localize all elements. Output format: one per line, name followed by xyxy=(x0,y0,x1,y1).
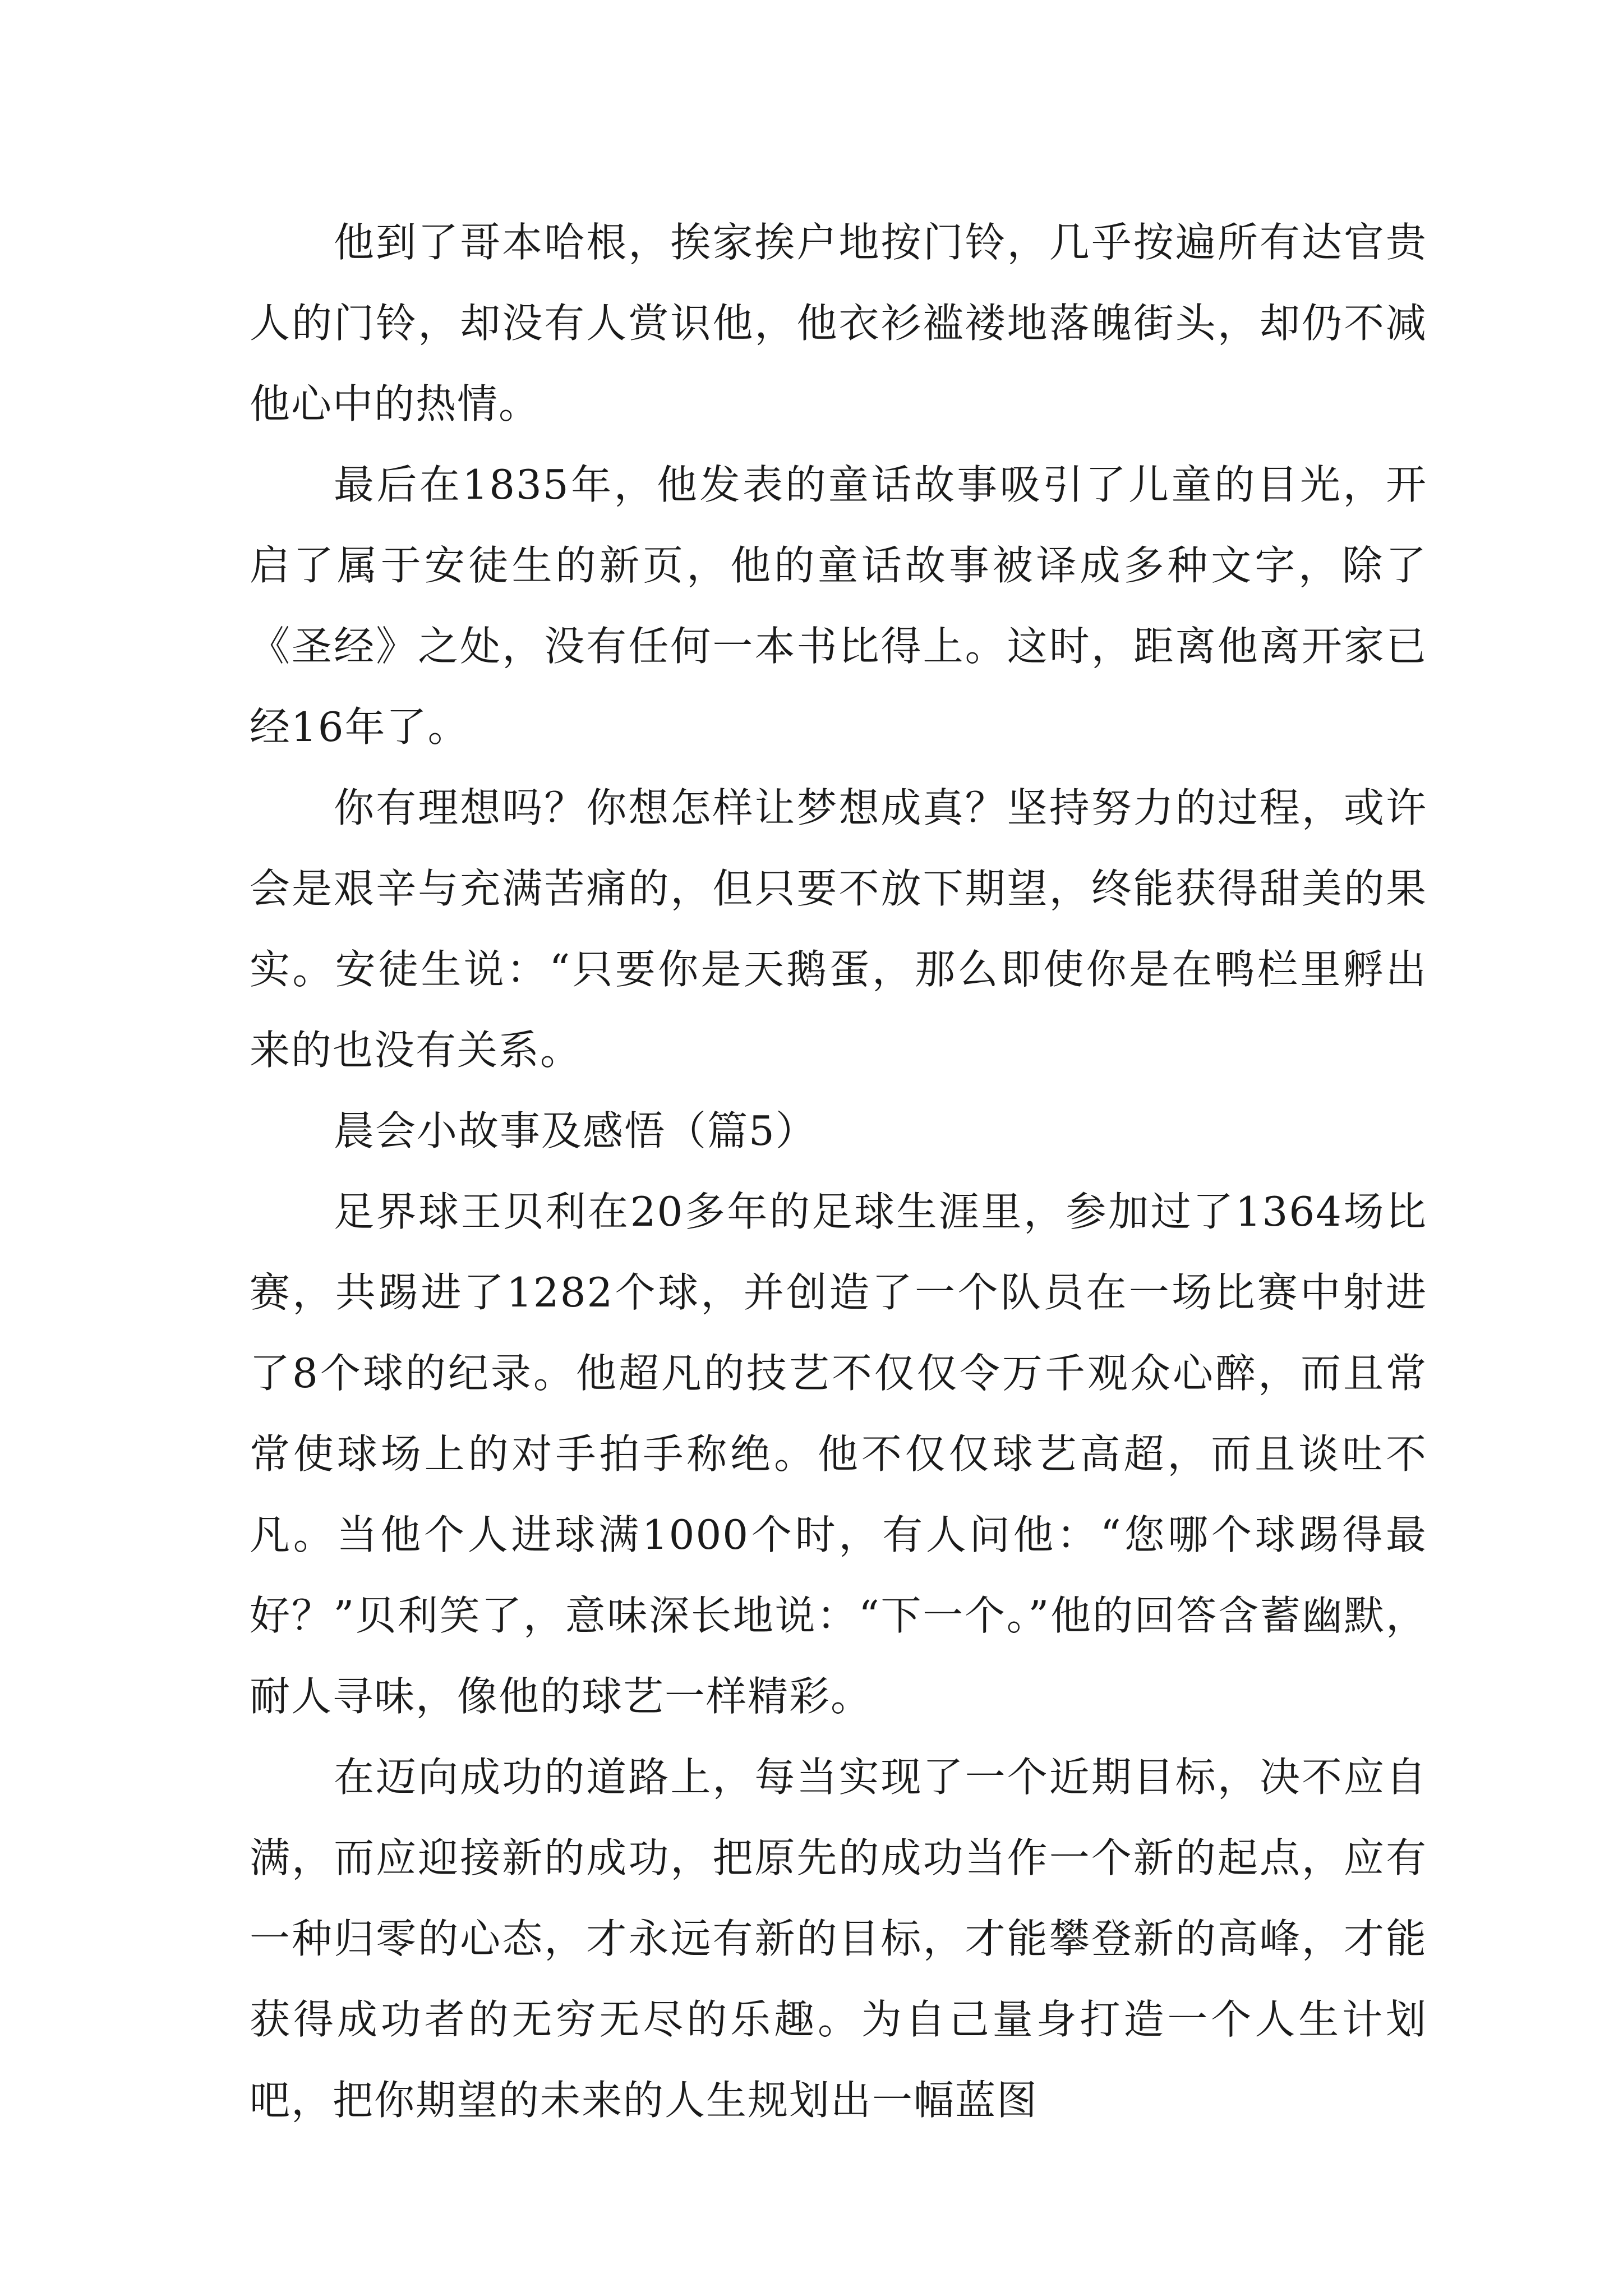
section-heading: 晨会小故事及感悟（篇5） xyxy=(334,1107,817,1154)
paragraph-andersen-1835: 最后在1835年，他发表的童话故事吸引了儿童的目光，开启了属于安徒生的新页，他的童话故事被译成多种文字，除了《圣经》之处，没有任何一本书比得上。这时，距离他离开家已经16年了。 xyxy=(250,461,1427,751)
paragraph-andersen-dream: 你有理想吗？你想怎样让梦想成真？坚持努力的过程，或许会是艰辛与充满苦痛的，但只要不放下期望，终能获得甜美的果实。安徒生说：“只要你是天鹅蛋，那么即使你是在鸭栏里孵出来的也没有关系。 xyxy=(250,784,1427,1074)
paragraph-andersen-copenhagen: 他到了哥本哈根，挨家挨户地按门铃，几乎按遍所有达官贵人的门铃，却没有人赏识他，他衣衫褴褛地落魄街头，却仍不减他心中的热情。 xyxy=(250,219,1427,427)
paragraph-success-reflection: 在迈向成功的道路上，每当实现了一个近期目标，决不应自满，而应迎接新的成功，把原先的成功当作一个新的起点，应有一种归零的心态，才永远有新的目标，才能攀登新的高峰，才能获得成功者的无穷无尽的乐趣。为自己量身打造一个人生计划吧，把你期望的未来的人生规划出一幅蓝图 xyxy=(250,1754,1427,2124)
paragraph-pele: 足界球王贝利在20多年的足球生涯里，参加过了1364场比赛，共踢进了1282个球，并创造了一个队员在一场比赛中射进了8个球的纪录。他超凡的技艺不仅仅令万千观众心醉，而且常常使球场上的对手拍手称绝。他不仅仅球艺高超，而且谈吐不凡。当他个人进球满1000个时，有人问他：“您哪个球踢得最好？”贝利笑了，意味深长地说：“下一个。”他的回答含蓄幽默，耐人寻味，像他的球艺一样精彩。 xyxy=(250,1188,1427,1720)
document-body xyxy=(250,202,1427,2141)
